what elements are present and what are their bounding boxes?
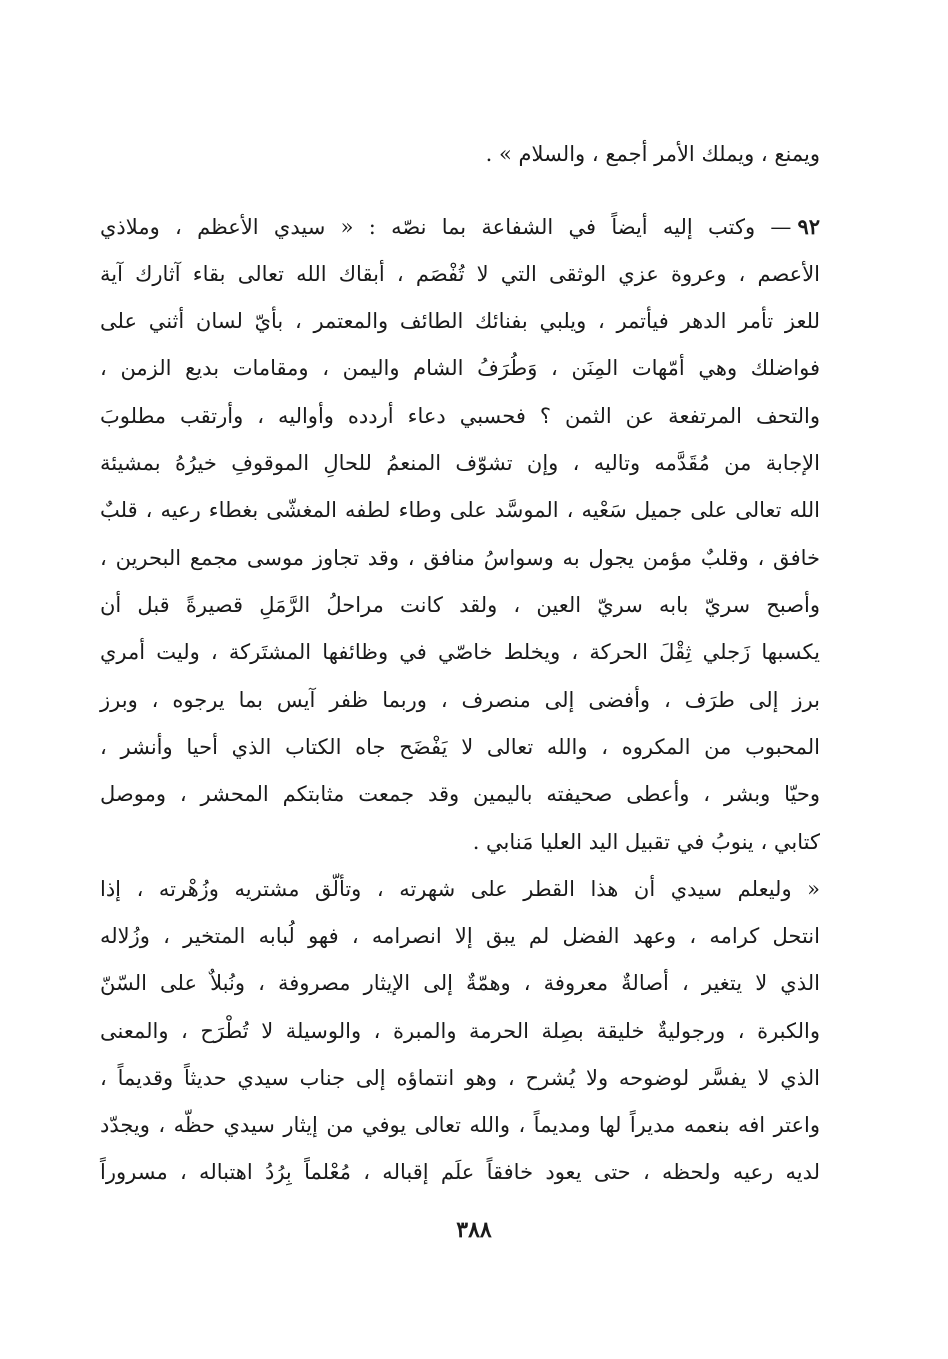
text-line: الأعصم ، وعروة عزي الوثقى التي لا تُفْصَم ، أبقاك الله تعالى بقاء آثارك آية	[100, 262, 820, 286]
text-line: المحبوب من المكروه ، والله تعالى لا يَفْضَح جاه الكتاب الذي أحيا وأنشر ،	[100, 735, 820, 759]
text-line	[100, 203, 820, 251]
text-line: وحيّا وبشر ، وأعطى صحيفته باليمين وقد جمعت مثابتكم المحشر ، وموصل	[100, 782, 820, 806]
text-line: للعز تأمر الدهر فيأتمر ، ويلبي بفنائك الطائف والمعتمر ، بأيّ لسان أثني على	[100, 309, 820, 333]
text-block	[100, 130, 820, 1190]
text-line: الله تعالى على جميل سَعْيه ، الموسَّد على وطاء لطفه المغشّى بغطاء رعيه ، قلبٌ	[100, 498, 820, 522]
text-line: الذي لا يفسَّر لوضوحه ولا يُشرح ، وهو انتماؤه إلى جناب سيدي حديثاً وقديماً ،	[100, 1066, 820, 1090]
text-line: لديه رعيه ولحظه ، حتى يعود خافقاً علَم إقباله ، مُعْلماً بِرُدُ اهتباله ، مسروراً	[100, 1160, 820, 1184]
text-line: والتحف المرتفعة عن الثمن ؟ فحسبي دعاء أردده وأواليه ، وأرتقب مطلوبَ	[100, 404, 820, 428]
text-line: « وليعلم سيدي أن هذا القطر على شهرته ، وتألّق مشتريه وزُهْرته ، إذا	[100, 877, 820, 901]
text-line: وأصبح سريّ بابه سريّ العين ، ولقد كانت مراحلُ الرَّمَلِ قصيرةً قبل أن	[100, 593, 820, 617]
text-line: الذي لا يتغير ، أصالةٌ معروفة ، وهمّةٌ إلى الإيثار مصروفة ، ونُبلاٌ على السّنّ	[100, 971, 820, 995]
text-line: ويمنع ، ويملك الأمر أجمع ، والسلام » .	[485, 142, 820, 166]
text-line: يكسبها زَجلي ثِقْلَ الحركة ، ويخلط خاصّي في وظائفها المشتَركة ، وليت أمري	[100, 640, 820, 664]
text-line: كتابي ، ينوبُ في تقبيل اليد العليا مَنابي .	[472, 830, 820, 854]
page-number: ٣٨٨	[456, 1217, 492, 1243]
text-line: خافق ، وقلبٌ مؤمن يجول به وسواسُ منافق ، وقد تجاوز موسى مجمع البحرين ،	[100, 546, 820, 570]
text-line: والكبرة ، ورجوليةٌ خليقة بصِلة الحرمة والمبرة ، والوسيلة لا تُطْرَح ، والمعنى	[100, 1019, 820, 1043]
text-line: الإجابة من مُقَدَّمه وتاليه ، وإن تشوّف المنعمُ للحالِ الموقوفِ خيرُهُ بمشيئة	[100, 451, 820, 475]
text-line: برز إلى طرَف ، وأفضى إلى منصرف ، وربما ظفر آيس بما يرجوه ، وبرز	[100, 688, 820, 712]
paragraph-number: ٩٢	[797, 214, 820, 239]
text-line: فواضلك وهي أمّهات المِنَن ، وَطُرَفُ الشام واليمن ، ومقامات بديع الزمن ،	[100, 356, 820, 380]
text-line-content: — وكتب إليه أيضاً في الشفاعة بما نصّه : « سيدي الأعظم ، وملاذي	[100, 215, 792, 239]
text-line: انتحل كرامه ، وعهد الفضل لم يبق إلا انصرامه ، فهو لُبابه المتخير ، وزُلاله	[100, 924, 820, 948]
text-line: واعتر افه بنعمه مديراً لها ومديماً ، والله تعالى يوفي من إيثار سيدي حظّه ، ويجدّد	[100, 1113, 820, 1137]
